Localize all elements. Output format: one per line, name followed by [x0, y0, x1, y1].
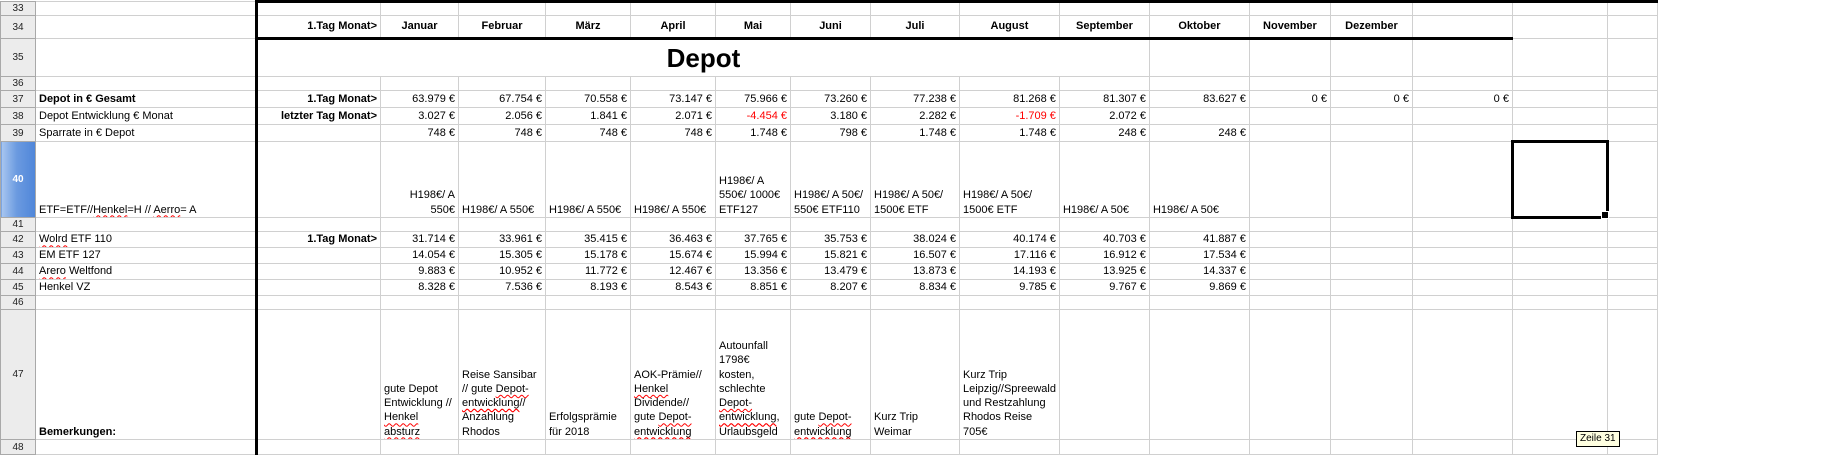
cell[interactable]	[546, 440, 631, 455]
cell[interactable]: 70.558 €	[546, 91, 631, 108]
cell[interactable]: 73.147 €	[631, 91, 716, 108]
cell[interactable]	[716, 296, 791, 310]
cell[interactable]	[257, 440, 381, 455]
row-header[interactable]: 33	[1, 2, 36, 16]
cell[interactable]	[36, 440, 257, 455]
cell[interactable]: 63.979 €	[381, 91, 459, 108]
month-header-juli[interactable]: Juli	[871, 16, 960, 39]
cell[interactable]	[459, 77, 546, 91]
cell[interactable]	[36, 77, 257, 91]
cell[interactable]: 9.785 €	[960, 280, 1060, 296]
row-label-legend[interactable]: ETF=ETF//Henkel=H // Aerro= A	[36, 142, 257, 218]
cell[interactable]: 8.193 €	[546, 280, 631, 296]
cell[interactable]	[257, 125, 381, 142]
comment-cell[interactable]	[1149, 310, 1249, 440]
comment-cell[interactable]: Reise Sansibar // gute Depot-entwicklung// Anzahlung Rhodos	[459, 310, 546, 440]
cell[interactable]: 248 €	[1149, 125, 1249, 142]
cell[interactable]	[1149, 440, 1249, 455]
cell[interactable]: 40.174 €	[960, 232, 1060, 248]
cell[interactable]	[1412, 248, 1512, 264]
cell[interactable]	[1412, 2, 1512, 16]
month-header-januar[interactable]: Januar	[381, 16, 459, 39]
tag-cell[interactable]: 1.Tag Monat>	[257, 232, 381, 248]
row-header[interactable]: 35	[1, 39, 36, 77]
cell[interactable]	[960, 2, 1060, 16]
cell[interactable]	[257, 218, 381, 232]
row-label-arero[interactable]: Arero Weltfond	[36, 264, 257, 280]
cell[interactable]	[1059, 440, 1149, 455]
month-header-november[interactable]: November	[1249, 16, 1330, 39]
cell[interactable]: H198€/ A 550€	[631, 142, 716, 218]
sheet-title[interactable]: Depot	[257, 39, 1150, 77]
row-tooltip: Zeile 31	[1576, 431, 1620, 447]
row-label-world-etf[interactable]: Wolrd ETF 110	[36, 232, 257, 248]
row-header[interactable]: 38	[1, 108, 36, 125]
month-header-august[interactable]: August	[960, 16, 1060, 39]
cell[interactable]	[1330, 232, 1412, 248]
cell[interactable]	[1249, 232, 1330, 248]
tag-cell[interactable]: 1.Tag Monat>	[257, 91, 381, 108]
row-label-entwicklung[interactable]: Depot Entwicklung € Monat	[36, 108, 257, 125]
cell[interactable]: 0 €	[1249, 91, 1330, 108]
cell[interactable]	[1249, 77, 1330, 91]
cell[interactable]	[791, 218, 871, 232]
cell[interactable]: 35.753 €	[791, 232, 871, 248]
cell[interactable]: 15.821 €	[791, 248, 871, 264]
cell[interactable]: 8.834 €	[871, 280, 960, 296]
cell[interactable]: 748 €	[546, 125, 631, 142]
cell[interactable]: H198€/ A 50€	[1149, 142, 1249, 218]
cell[interactable]	[381, 218, 459, 232]
comment-cell[interactable]	[1412, 310, 1512, 440]
cell[interactable]: 81.307 €	[1059, 91, 1149, 108]
cell[interactable]	[459, 440, 546, 455]
cell[interactable]	[1149, 296, 1249, 310]
cell[interactable]: 8.207 €	[791, 280, 871, 296]
row-label-em-etf[interactable]: EM ETF 127	[36, 248, 257, 264]
cell[interactable]	[1059, 77, 1149, 91]
cell[interactable]	[1149, 39, 1249, 77]
cell[interactable]	[1412, 232, 1512, 248]
cell[interactable]	[1607, 16, 1657, 39]
cell[interactable]: 2.282 €	[871, 108, 960, 125]
cell[interactable]	[716, 218, 791, 232]
row-label-depot-gesamt[interactable]: Depot in € Gesamt	[36, 91, 257, 108]
cell[interactable]	[1412, 39, 1512, 77]
cell[interactable]: 748 €	[381, 125, 459, 142]
cell[interactable]	[1607, 108, 1657, 125]
cell[interactable]: 36.463 €	[631, 232, 716, 248]
cell[interactable]	[36, 218, 257, 232]
cell[interactable]: 33.961 €	[459, 232, 546, 248]
cell[interactable]: 15.674 €	[631, 248, 716, 264]
cell[interactable]	[1330, 280, 1412, 296]
cell[interactable]: H198€/ A 50€/ 1500€ ETF	[960, 142, 1060, 218]
cell[interactable]: 13.356 €	[716, 264, 791, 280]
cell[interactable]: 67.754 €	[459, 91, 546, 108]
cell[interactable]: 15.305 €	[459, 248, 546, 264]
cell[interactable]	[1607, 248, 1657, 264]
cell[interactable]: -1.709 €	[960, 108, 1060, 125]
row-label-sparrate[interactable]: Sparrate in € Depot	[36, 125, 257, 142]
cell[interactable]	[1149, 218, 1249, 232]
row-header[interactable]: 46	[1, 296, 36, 310]
cell[interactable]	[871, 296, 960, 310]
cell[interactable]: 3.180 €	[791, 108, 871, 125]
cell[interactable]	[1512, 2, 1607, 16]
cell[interactable]	[546, 77, 631, 91]
cell[interactable]: 13.925 €	[1059, 264, 1149, 280]
cell[interactable]	[1607, 142, 1657, 218]
row-header[interactable]: 43	[1, 248, 36, 264]
cell[interactable]	[1149, 2, 1249, 16]
cell[interactable]	[1607, 2, 1657, 16]
cell[interactable]: 9.767 €	[1059, 280, 1149, 296]
cell[interactable]: 17.116 €	[960, 248, 1060, 264]
comment-cell[interactable]: Erfolgsprämie für 2018	[546, 310, 631, 440]
cell[interactable]	[1249, 125, 1330, 142]
cell[interactable]	[546, 2, 631, 16]
cell[interactable]	[1249, 142, 1330, 218]
cell[interactable]	[791, 2, 871, 16]
cell[interactable]	[257, 77, 381, 91]
cell[interactable]: H198€/ A 550€	[546, 142, 631, 218]
selected-cell[interactable]	[1512, 142, 1607, 218]
month-header-mai[interactable]: Mai	[716, 16, 791, 39]
cell[interactable]: 3.027 €	[381, 108, 459, 125]
cell[interactable]: 31.714 €	[381, 232, 459, 248]
cell[interactable]	[1330, 142, 1412, 218]
cell[interactable]	[1512, 264, 1607, 280]
cell[interactable]	[1512, 77, 1607, 91]
cell[interactable]	[716, 440, 791, 455]
cell[interactable]	[1607, 280, 1657, 296]
cell[interactable]	[1607, 77, 1657, 91]
cell[interactable]: H198€/ A 50€/ 550€ ETF110	[791, 142, 871, 218]
cell[interactable]: 15.994 €	[716, 248, 791, 264]
cell[interactable]	[631, 218, 716, 232]
cell[interactable]	[791, 77, 871, 91]
cell[interactable]: 8.543 €	[631, 280, 716, 296]
cell[interactable]	[36, 2, 257, 16]
cell[interactable]: 0 €	[1330, 91, 1412, 108]
cell[interactable]	[1330, 248, 1412, 264]
cell[interactable]	[1512, 108, 1607, 125]
cell[interactable]: 9.869 €	[1149, 280, 1249, 296]
cell[interactable]: 77.238 €	[871, 91, 960, 108]
comment-cell[interactable]: AOK-Prämie// Henkel Dividende// gute Depot-entwicklung	[631, 310, 716, 440]
cell[interactable]	[1330, 39, 1412, 77]
cell[interactable]	[716, 2, 791, 16]
comment-cell[interactable]: Kurz Trip Leipzig//Spreewald und Restzahlung Rhodos Reise 705€	[960, 310, 1060, 440]
cell[interactable]: 7.536 €	[459, 280, 546, 296]
row-header[interactable]: 37	[1, 91, 36, 108]
cell[interactable]: 16.507 €	[871, 248, 960, 264]
cell[interactable]: 37.765 €	[716, 232, 791, 248]
cell[interactable]	[1059, 296, 1149, 310]
cell[interactable]	[1249, 39, 1330, 77]
comment-cell[interactable]	[1330, 310, 1412, 440]
cell[interactable]: 41.887 €	[1149, 232, 1249, 248]
cell[interactable]: H198€/ A 50€	[1059, 142, 1149, 218]
cell[interactable]	[1607, 91, 1657, 108]
cell[interactable]: 14.193 €	[960, 264, 1060, 280]
cell[interactable]: 17.534 €	[1149, 248, 1249, 264]
cell[interactable]: 13.479 €	[791, 264, 871, 280]
cell[interactable]: 798 €	[791, 125, 871, 142]
cell[interactable]	[960, 77, 1060, 91]
cell[interactable]	[1249, 108, 1330, 125]
cell[interactable]	[1249, 218, 1330, 232]
comment-cell[interactable]	[1059, 310, 1149, 440]
cell[interactable]: 748 €	[459, 125, 546, 142]
month-header-juni[interactable]: Juni	[791, 16, 871, 39]
cell[interactable]	[1607, 39, 1657, 77]
cell[interactable]	[1249, 264, 1330, 280]
cell[interactable]	[1412, 125, 1512, 142]
cell[interactable]: 10.952 €	[459, 264, 546, 280]
cell[interactable]	[381, 77, 459, 91]
cell[interactable]	[257, 248, 381, 264]
cell[interactable]	[1412, 108, 1512, 125]
cell[interactable]	[960, 440, 1060, 455]
cell[interactable]	[1607, 125, 1657, 142]
cell[interactable]	[381, 2, 459, 16]
cell[interactable]	[631, 440, 716, 455]
cell[interactable]	[871, 218, 960, 232]
cell[interactable]: 81.268 €	[960, 91, 1060, 108]
cell[interactable]: 14.337 €	[1149, 264, 1249, 280]
month-header-februar[interactable]: Februar	[459, 16, 546, 39]
cell[interactable]: 11.772 €	[546, 264, 631, 280]
cell[interactable]	[960, 296, 1060, 310]
cell[interactable]	[1330, 296, 1412, 310]
cell[interactable]	[1512, 280, 1607, 296]
cell[interactable]	[1149, 77, 1249, 91]
cell[interactable]	[1249, 296, 1330, 310]
comment-cell[interactable]: gute Depot Entwicklung // Henkel absturz	[381, 310, 459, 440]
cell[interactable]: 75.966 €	[716, 91, 791, 108]
cell[interactable]: 9.883 €	[381, 264, 459, 280]
cell[interactable]	[1330, 108, 1412, 125]
cell[interactable]: 83.627 €	[1149, 91, 1249, 108]
cell[interactable]	[1607, 232, 1657, 248]
cell[interactable]: 1.748 €	[960, 125, 1060, 142]
cell[interactable]: 40.703 €	[1059, 232, 1149, 248]
cell[interactable]	[1512, 39, 1607, 77]
cell[interactable]: 73.260 €	[791, 91, 871, 108]
cell[interactable]	[1059, 2, 1149, 16]
row-header[interactable]: 45	[1, 280, 36, 296]
row-label-bemerkungen[interactable]: Bemerkungen:	[36, 310, 257, 440]
row-label-henkel[interactable]: Henkel VZ	[36, 280, 257, 296]
cell[interactable]: 16.912 €	[1059, 248, 1149, 264]
cell[interactable]	[1512, 296, 1607, 310]
row-header[interactable]: 34	[1, 16, 36, 39]
cell[interactable]: 13.873 €	[871, 264, 960, 280]
tag-header-cell[interactable]: 1.Tag Monat>	[257, 16, 381, 39]
cell[interactable]	[791, 296, 871, 310]
cell[interactable]	[1412, 296, 1512, 310]
cell[interactable]	[871, 2, 960, 16]
row-header[interactable]: 48	[1, 440, 36, 455]
cell[interactable]	[1330, 2, 1412, 16]
cell[interactable]	[1059, 218, 1149, 232]
cell[interactable]	[960, 218, 1060, 232]
row-header[interactable]: 36	[1, 77, 36, 91]
cell[interactable]	[459, 296, 546, 310]
cell[interactable]: 0 €	[1412, 91, 1512, 108]
cell[interactable]: 38.024 €	[871, 232, 960, 248]
cell[interactable]	[1512, 91, 1607, 108]
row-header[interactable]: 44	[1, 264, 36, 280]
cell[interactable]	[257, 296, 381, 310]
cell[interactable]	[631, 296, 716, 310]
cell[interactable]	[257, 310, 381, 440]
cell[interactable]: H198€/ A 550€	[459, 142, 546, 218]
cell[interactable]	[1249, 280, 1330, 296]
cell[interactable]	[1249, 248, 1330, 264]
cell[interactable]	[257, 2, 381, 16]
cell[interactable]	[1412, 440, 1512, 455]
cell[interactable]	[381, 440, 459, 455]
cell[interactable]	[1330, 440, 1412, 455]
cell[interactable]	[1607, 218, 1657, 232]
row-header[interactable]: 47	[1, 310, 36, 440]
cell[interactable]	[1330, 264, 1412, 280]
month-header-september[interactable]: September	[1059, 16, 1149, 39]
month-header-oktober[interactable]: Oktober	[1149, 16, 1249, 39]
cell[interactable]	[1607, 296, 1657, 310]
cell[interactable]: 1.748 €	[716, 125, 791, 142]
cell[interactable]: 12.467 €	[631, 264, 716, 280]
cell[interactable]	[1607, 264, 1657, 280]
row-header-selected[interactable]: 40	[1, 142, 36, 218]
cell[interactable]	[546, 296, 631, 310]
row-header[interactable]: 41	[1, 218, 36, 232]
cell[interactable]: 14.054 €	[381, 248, 459, 264]
cell[interactable]	[1330, 77, 1412, 91]
fill-handle[interactable]	[1601, 211, 1609, 219]
cell[interactable]: 748 €	[631, 125, 716, 142]
cell[interactable]	[459, 2, 546, 16]
month-header-maerz[interactable]: März	[546, 16, 631, 39]
month-header-dezember[interactable]: Dezember	[1330, 16, 1412, 39]
cell[interactable]: 15.178 €	[546, 248, 631, 264]
cell[interactable]	[716, 77, 791, 91]
cell[interactable]	[1412, 218, 1512, 232]
cell[interactable]	[1249, 2, 1330, 16]
row-header[interactable]: 42	[1, 232, 36, 248]
cell[interactable]: 2.071 €	[631, 108, 716, 125]
cell[interactable]	[1330, 125, 1412, 142]
cell[interactable]	[1512, 310, 1607, 440]
cell[interactable]: 1.841 €	[546, 108, 631, 125]
cell[interactable]: 8.851 €	[716, 280, 791, 296]
tag-cell[interactable]: letzter Tag Monat>	[257, 108, 381, 125]
cell[interactable]	[1512, 16, 1607, 39]
cell[interactable]	[631, 2, 716, 16]
cell[interactable]	[1512, 218, 1607, 232]
cell[interactable]: 35.415 €	[546, 232, 631, 248]
cell[interactable]	[1512, 248, 1607, 264]
cell[interactable]	[381, 296, 459, 310]
cell[interactable]	[1512, 125, 1607, 142]
cell[interactable]	[36, 16, 257, 39]
cell[interactable]: 1.748 €	[871, 125, 960, 142]
cell[interactable]	[871, 440, 960, 455]
cell[interactable]	[257, 142, 381, 218]
cell[interactable]: 248 €	[1059, 125, 1149, 142]
comment-cell[interactable]: Autounfall 1798€ kosten, schlechte Depot-entwicklung, Urlaubsgeld	[716, 310, 791, 440]
month-header-april[interactable]: April	[631, 16, 716, 39]
cell[interactable]	[1412, 280, 1512, 296]
comment-cell[interactable]: gute Depot-entwicklung	[791, 310, 871, 440]
cell[interactable]	[36, 296, 257, 310]
comment-cell[interactable]	[1249, 310, 1330, 440]
cell[interactable]: 2.056 €	[459, 108, 546, 125]
cell[interactable]: H198€/ A 550€	[381, 142, 459, 218]
cell[interactable]	[1149, 108, 1249, 125]
cell[interactable]	[1607, 310, 1657, 440]
cell[interactable]	[1412, 16, 1512, 39]
cell[interactable]	[871, 77, 960, 91]
cell[interactable]: 8.328 €	[381, 280, 459, 296]
cell[interactable]	[791, 440, 871, 455]
cell[interactable]	[257, 264, 381, 280]
cell[interactable]	[1412, 264, 1512, 280]
cell[interactable]: H198€/ A 50€/ 1500€ ETF	[871, 142, 960, 218]
cell[interactable]: -4.454 €	[716, 108, 791, 125]
cell[interactable]	[1412, 77, 1512, 91]
cell[interactable]	[1330, 218, 1412, 232]
cell[interactable]: 2.072 €	[1059, 108, 1149, 125]
row-header[interactable]: 39	[1, 125, 36, 142]
cell[interactable]: H198€/ A 550€/ 1000€ ETF127	[716, 142, 791, 218]
cell[interactable]	[36, 39, 257, 77]
cell[interactable]	[1249, 440, 1330, 455]
cell[interactable]	[546, 218, 631, 232]
comment-cell[interactable]: Kurz Trip Weimar	[871, 310, 960, 440]
cell[interactable]	[1412, 142, 1512, 218]
cell[interactable]	[257, 280, 381, 296]
cell[interactable]	[631, 77, 716, 91]
cell[interactable]	[1512, 232, 1607, 248]
cell[interactable]	[459, 218, 546, 232]
